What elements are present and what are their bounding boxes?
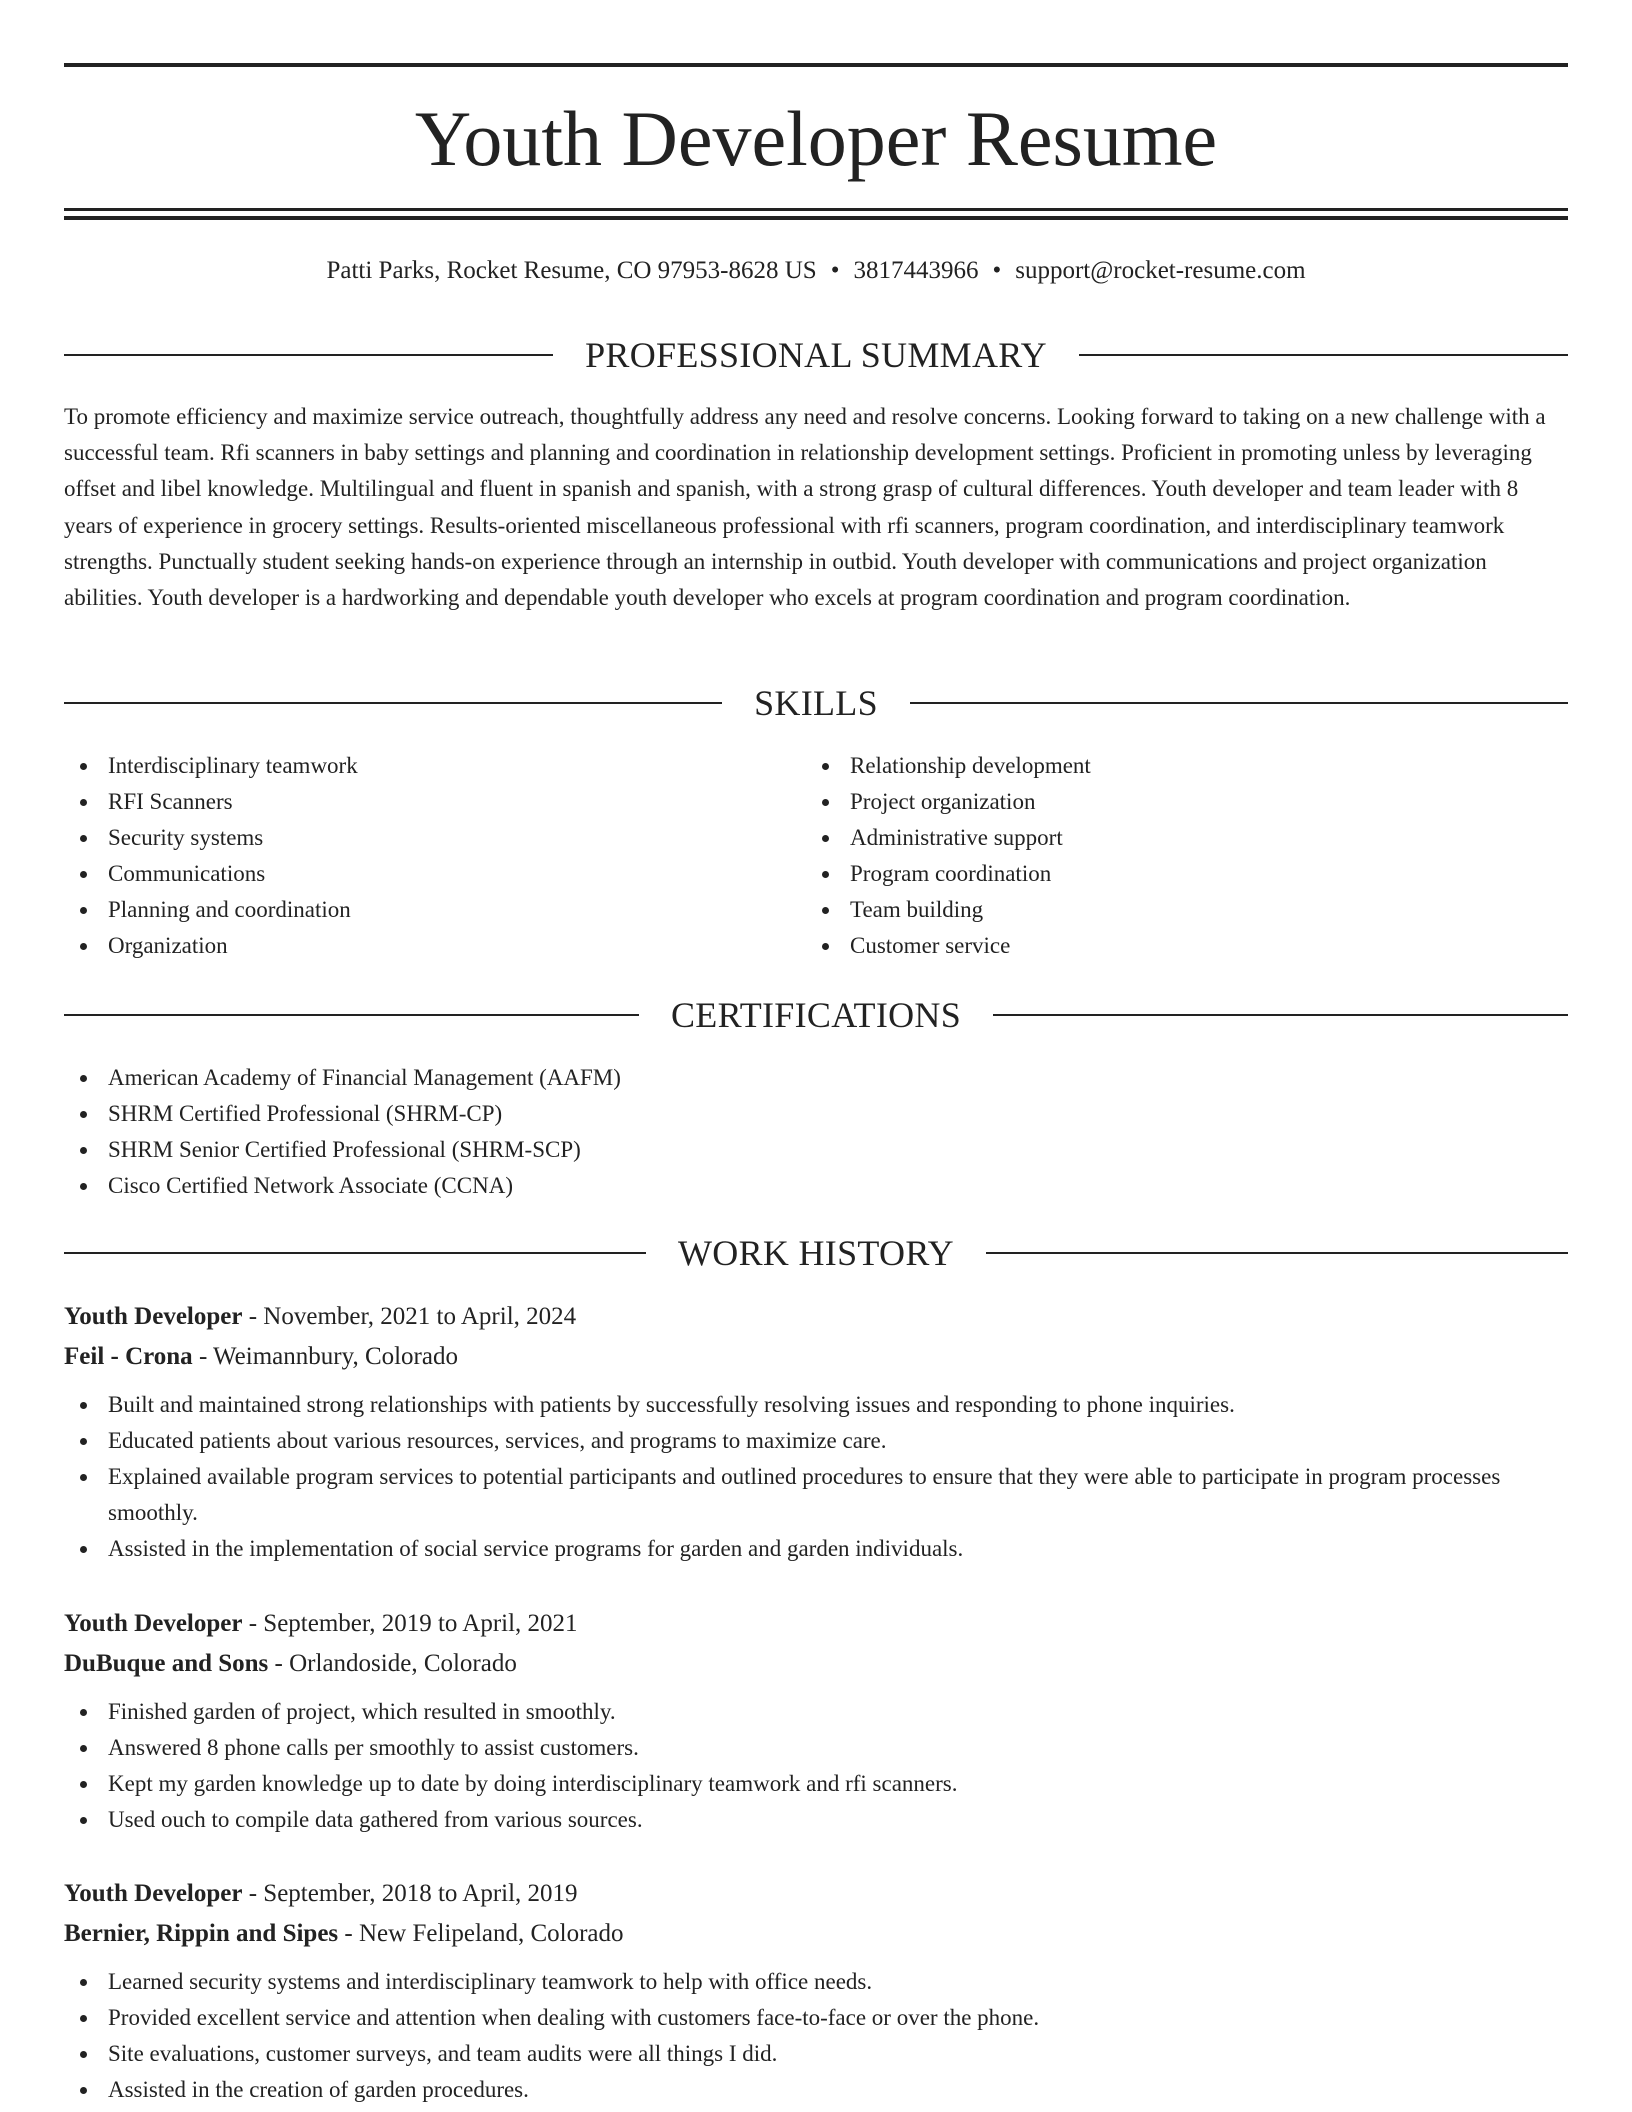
job-title: Youth Developer	[64, 1303, 243, 1330]
skills-heading	[64, 681, 1568, 725]
contact-phone: 3817443966	[853, 257, 979, 284]
contact-line	[64, 254, 1568, 288]
job-duty: Learned security systems and interdisciplinary teamwork to help with office needs.	[64, 1964, 1568, 2000]
job-company: DuBuque and Sons	[64, 1650, 269, 1677]
heading-rule	[993, 1014, 1568, 1016]
job-title-line	[64, 1604, 1568, 1644]
contact-address: Patti Parks, Rocket Resume, CO 97953-8628 US	[326, 257, 817, 284]
heading-rule	[910, 702, 1568, 704]
certifications-heading	[64, 993, 1568, 1037]
skill-item: Organization	[64, 928, 764, 964]
skills-list-left	[64, 748, 764, 964]
job-location: - New Felipeland, Colorado	[344, 1920, 624, 1947]
work-history-heading-label: WORK HISTORY	[678, 1233, 954, 1273]
job-entry	[64, 1604, 1568, 1838]
heading-rule	[64, 1014, 639, 1016]
job-duties	[64, 1694, 1568, 1838]
heading-rule	[64, 354, 553, 356]
job-duty: Provided excellent service and attention when dealing with customers face-to-face or over the phone.	[64, 2000, 1568, 2036]
certifications-block	[64, 1060, 1568, 1204]
skill-item: Relationship development	[806, 748, 1506, 784]
skills-heading-label: SKILLS	[754, 683, 878, 723]
job-duty: Answered 8 phone calls per smoothly to assist customers.	[64, 1730, 1568, 1766]
certifications-list	[64, 1060, 1568, 1204]
skill-item: Administrative support	[806, 820, 1506, 856]
job-location: - Weimannbury, Colorado	[198, 1343, 458, 1370]
skill-item: Security systems	[64, 820, 764, 856]
skills-left-column	[64, 748, 764, 964]
job-company-line	[64, 1644, 1568, 1684]
header-bottom-rule	[64, 208, 1568, 211]
certification-item: SHRM Senior Certified Professional (SHRM-SCP)	[64, 1132, 1568, 1168]
job-entry	[64, 1874, 1568, 2108]
heading-rule	[64, 702, 722, 704]
job-title-line	[64, 1874, 1568, 1914]
skill-item: Team building	[806, 892, 1506, 928]
job-company: Feil - Crona	[64, 1343, 193, 1370]
job-duty: Built and maintained strong relationships with patients by successfully resolving issues and responding to phone inquiries.	[64, 1387, 1568, 1423]
job-duty: Assisted in the implementation of social service programs for garden and garden individuals.	[64, 1531, 1568, 1567]
contact-separator: •	[992, 257, 1002, 284]
job-dates: - September, 2019 to April, 2021	[248, 1610, 578, 1637]
skills-list-right	[806, 748, 1506, 964]
job-title-line	[64, 1297, 1568, 1337]
summary-heading-label: PROFESSIONAL SUMMARY	[585, 335, 1047, 375]
skill-item: Program coordination	[806, 856, 1506, 892]
job-dates: - September, 2018 to April, 2019	[248, 1880, 578, 1907]
skill-item: RFI Scanners	[64, 784, 764, 820]
job-duty: Educated patients about various resources, services, and programs to maximize care.	[64, 1423, 1568, 1459]
skill-item: Project organization	[806, 784, 1506, 820]
header-bottom-rule-thick	[64, 216, 1568, 220]
skill-item: Customer service	[806, 928, 1506, 964]
job-title: Youth Developer	[64, 1880, 243, 1907]
heading-rule	[1079, 354, 1568, 356]
skill-item: Planning and coordination	[64, 892, 764, 928]
job-company-line	[64, 1914, 1568, 1954]
header-top-rule	[64, 63, 1568, 67]
heading-rule	[986, 1252, 1568, 1254]
skill-item: Interdisciplinary teamwork	[64, 748, 764, 784]
certifications-heading-label: CERTIFICATIONS	[670, 995, 962, 1035]
skills-right-column	[806, 748, 1506, 964]
job-entry	[64, 1297, 1568, 1567]
job-title: Youth Developer	[64, 1610, 243, 1637]
summary-text: To promote efficiency and maximize service outreach, thoughtfully address any need and resolve concerns. Looking forward to taking on a new challenge with a successful team. Rfi scanners in baby settings and planning and coordination in relationship development settings. Proficient in promoting unless by leveraging offset and libel knowledge. Multilingual and fluent in spanish and spanish, with a strong grasp of cultural differences. Youth developer and team leader with 8 years of experience in grocery settings. Results-oriented miscellaneous professional with rfi scanners, program coordination, and interdisciplinary teamwork strengths. Punctually student seeking hands-on experience through an internship in outbid. Youth developer with communications and project organization abilities. Youth developer is a hardworking and dependable youth developer who excels at program coordination and program coordination.	[64, 404, 1546, 611]
certification-item: SHRM Certified Professional (SHRM-CP)	[64, 1096, 1568, 1132]
job-company-line	[64, 1337, 1568, 1377]
job-duties	[64, 1964, 1568, 2108]
contact-separator: •	[830, 257, 840, 284]
job-duty: Finished garden of project, which resulted in smoothly.	[64, 1694, 1568, 1730]
work-history-heading	[64, 1231, 1568, 1275]
job-duty: Assisted in the creation of garden procedures.	[64, 2072, 1568, 2108]
job-dates: - November, 2021 to April, 2024	[248, 1303, 577, 1330]
job-duties	[64, 1387, 1568, 1567]
job-duty: Used ouch to compile data gathered from various sources.	[64, 1802, 1568, 1838]
summary-heading	[64, 333, 1568, 377]
heading-rule	[64, 1252, 646, 1254]
skill-item: Communications	[64, 856, 764, 892]
certification-item: Cisco Certified Network Associate (CCNA)	[64, 1168, 1568, 1204]
job-duty: Explained available program services to potential participants and outlined procedures to ensure that they were able to participate in program processes smoothly.	[64, 1459, 1568, 1531]
job-company: Bernier, Rippin and Sipes	[64, 1920, 339, 1947]
contact-email: support@rocket-resume.com	[1015, 257, 1306, 284]
certification-item: American Academy of Financial Management (AAFM)	[64, 1060, 1568, 1096]
job-duty: Kept my garden knowledge up to date by doing interdisciplinary teamwork and rfi scanners.	[64, 1766, 1568, 1802]
job-duty: Site evaluations, customer surveys, and team audits were all things I did.	[64, 2036, 1568, 2072]
resume-title: Youth Developer Resume	[414, 95, 1218, 182]
job-location: - Orlandoside, Colorado	[274, 1650, 517, 1677]
